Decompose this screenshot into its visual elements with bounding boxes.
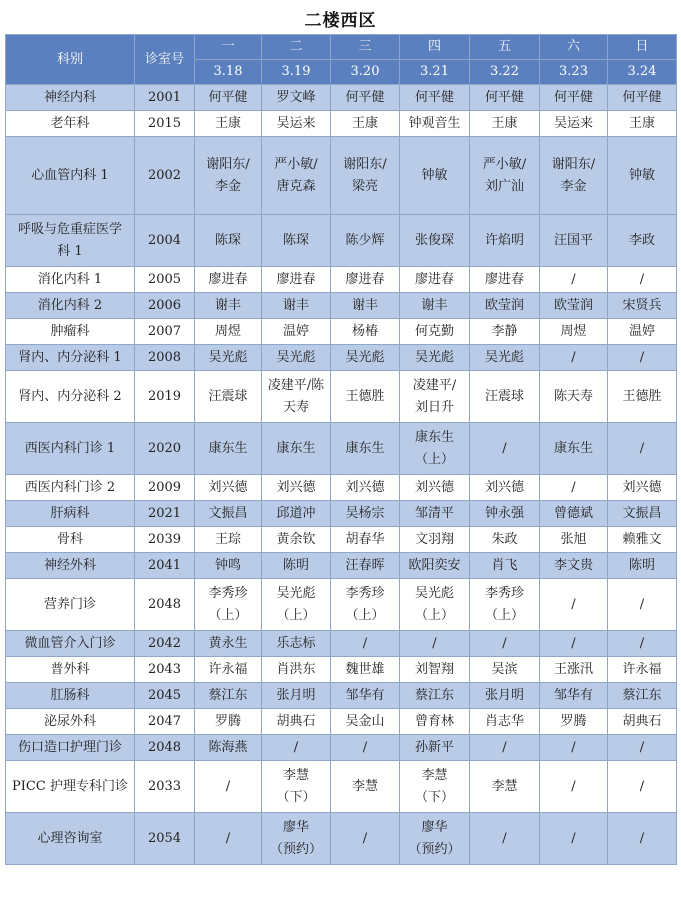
table-row (6, 111, 677, 137)
doctor-cell: 廖进春 (195, 267, 262, 293)
header-row-days (6, 35, 677, 60)
doctor-cell: 王康 (470, 111, 540, 137)
table-row (6, 137, 677, 215)
doctor-cell: 欧阳奕安 (400, 553, 470, 579)
doctor-cell: / (608, 345, 677, 371)
doctor-cell: 黄永生 (195, 631, 262, 657)
doctor-cell: 汪春晖 (331, 553, 400, 579)
table-row (6, 501, 677, 527)
doctor-cell: 谢阳东/ 李金 (195, 137, 262, 215)
doctor-cell: 周煜 (195, 319, 262, 345)
table-row (6, 85, 677, 111)
table-row (6, 709, 677, 735)
doctor-cell: / (540, 735, 608, 761)
room-cell: 2042 (135, 631, 195, 657)
doctor-cell: 李秀珍 （上） (195, 579, 262, 631)
header-dept: 科别 (6, 35, 135, 85)
dept-cell: 营养门诊 (6, 579, 135, 631)
doctor-cell: 刘兴德 (262, 475, 331, 501)
room-cell: 2047 (135, 709, 195, 735)
doctor-cell: 陈海燕 (195, 735, 262, 761)
doctor-cell: 何平健 (608, 85, 677, 111)
table-row (6, 761, 677, 813)
doctor-cell: 蔡江东 (195, 683, 262, 709)
doctor-cell: 李慧 （下） (262, 761, 331, 813)
dept-cell: 伤口造口护理门诊 (6, 735, 135, 761)
doctor-cell: 何平健 (540, 85, 608, 111)
doctor-cell: 陈琛 (262, 215, 331, 267)
dept-cell: 肾内、内分泌科 2 (6, 371, 135, 423)
doctor-cell: 曾德斌 (540, 501, 608, 527)
dept-cell: 肝病科 (6, 501, 135, 527)
dept-cell: 泌尿外科 (6, 709, 135, 735)
doctor-cell: 吴运来 (262, 111, 331, 137)
doctor-cell: 吴运来 (540, 111, 608, 137)
doctor-cell: 陈明 (608, 553, 677, 579)
doctor-cell: 文振昌 (195, 501, 262, 527)
table-row (6, 371, 677, 423)
doctor-cell: 肖洪东 (262, 657, 331, 683)
dept-cell: 神经外科 (6, 553, 135, 579)
header-day: 二 (262, 35, 331, 60)
doctor-cell: 何克勤 (400, 319, 470, 345)
doctor-cell: 王德胜 (608, 371, 677, 423)
doctor-cell: 陈琛 (195, 215, 262, 267)
dept-cell: 肛肠科 (6, 683, 135, 709)
doctor-cell: / (470, 423, 540, 475)
doctor-cell: 何平健 (470, 85, 540, 111)
doctor-cell: 康东生 (262, 423, 331, 475)
doctor-cell: / (540, 813, 608, 865)
doctor-cell: 许焰明 (470, 215, 540, 267)
doctor-cell: 孙新平 (400, 735, 470, 761)
schedule-body (6, 85, 677, 865)
doctor-cell: / (331, 631, 400, 657)
doctor-cell: 凌建平/陈 天寿 (262, 371, 331, 423)
doctor-cell: 许永福 (608, 657, 677, 683)
table-row (6, 423, 677, 475)
room-cell: 2001 (135, 85, 195, 111)
doctor-cell: 张月明 (262, 683, 331, 709)
header-date: 3.19 (262, 60, 331, 85)
table-row (6, 813, 677, 865)
doctor-cell: 钟鸣 (195, 553, 262, 579)
doctor-cell: 吴光彪 （上） (262, 579, 331, 631)
doctor-cell: / (608, 761, 677, 813)
header-day: 四 (400, 35, 470, 60)
doctor-cell: / (470, 735, 540, 761)
doctor-cell: 罗腾 (195, 709, 262, 735)
doctor-cell: / (470, 631, 540, 657)
doctor-cell: 邹清平 (400, 501, 470, 527)
doctor-cell: 邹华有 (331, 683, 400, 709)
doctor-cell: 李文贵 (540, 553, 608, 579)
doctor-cell: 陈少辉 (331, 215, 400, 267)
table-row (6, 475, 677, 501)
doctor-cell: 张旭 (540, 527, 608, 553)
doctor-cell: 朱政 (470, 527, 540, 553)
doctor-cell: / (195, 761, 262, 813)
doctor-cell: 李慧 （下） (400, 761, 470, 813)
doctor-cell: 汪震球 (195, 371, 262, 423)
doctor-cell: 胡典石 (608, 709, 677, 735)
table-row (6, 215, 677, 267)
doctor-cell: 文羽翔 (400, 527, 470, 553)
doctor-cell: 周煜 (540, 319, 608, 345)
doctor-cell: / (195, 813, 262, 865)
doctor-cell: 凌建平/ 刘日升 (400, 371, 470, 423)
doctor-cell: / (608, 631, 677, 657)
doctor-cell: 康东生 （上） (400, 423, 470, 475)
doctor-cell: 刘兴德 (195, 475, 262, 501)
doctor-cell: / (540, 345, 608, 371)
doctor-cell: 魏世雄 (331, 657, 400, 683)
doctor-cell: 谢丰 (262, 293, 331, 319)
doctor-cell: 吴杨宗 (331, 501, 400, 527)
doctor-cell: 李静 (470, 319, 540, 345)
dept-cell: 呼吸与危重症医学 科 1 (6, 215, 135, 267)
doctor-cell: 邱道冲 (262, 501, 331, 527)
doctor-cell: 乐志标 (262, 631, 331, 657)
doctor-cell: 何平健 (400, 85, 470, 111)
doctor-cell: 廖进春 (470, 267, 540, 293)
room-cell: 2002 (135, 137, 195, 215)
doctor-cell: / (608, 267, 677, 293)
doctor-cell: 陈天寿 (540, 371, 608, 423)
doctor-cell: / (540, 475, 608, 501)
doctor-cell: / (331, 813, 400, 865)
doctor-cell: 刘兴德 (331, 475, 400, 501)
dept-cell: 肿瘤科 (6, 319, 135, 345)
room-cell: 2008 (135, 345, 195, 371)
dept-cell: PICC 护理专科门诊 (6, 761, 135, 813)
table-row (6, 579, 677, 631)
header-date: 3.21 (400, 60, 470, 85)
doctor-cell: / (608, 813, 677, 865)
doctor-cell: 王康 (608, 111, 677, 137)
doctor-cell: 宋贤兵 (608, 293, 677, 319)
doctor-cell: 罗腾 (540, 709, 608, 735)
dept-cell: 肾内、内分泌科 1 (6, 345, 135, 371)
header-date: 3.18 (195, 60, 262, 85)
doctor-cell: 廖进春 (400, 267, 470, 293)
doctor-cell: / (540, 761, 608, 813)
table-row (6, 319, 677, 345)
doctor-cell: 陈明 (262, 553, 331, 579)
table-row (6, 345, 677, 371)
doctor-cell: 胡典石 (262, 709, 331, 735)
room-cell: 2039 (135, 527, 195, 553)
doctor-cell: 康东生 (331, 423, 400, 475)
doctor-cell: 李政 (608, 215, 677, 267)
doctor-cell: / (540, 579, 608, 631)
doctor-cell: / (540, 631, 608, 657)
doctor-cell: 李秀珍 （上） (331, 579, 400, 631)
doctor-cell: 钟敏 (608, 137, 677, 215)
room-cell: 2007 (135, 319, 195, 345)
doctor-cell: 钟永强 (470, 501, 540, 527)
doctor-cell: 欧莹润 (540, 293, 608, 319)
doctor-cell: 肖飞 (470, 553, 540, 579)
header-day: 五 (470, 35, 540, 60)
doctor-cell: 张月明 (470, 683, 540, 709)
dept-cell: 神经内科 (6, 85, 135, 111)
doctor-cell: 廖进春 (262, 267, 331, 293)
room-cell: 2009 (135, 475, 195, 501)
dept-cell: 西医内科门诊 2 (6, 475, 135, 501)
header-day: 六 (540, 35, 608, 60)
doctor-cell: 谢阳东/ 李金 (540, 137, 608, 215)
doctor-cell: 廖华 （预约） (400, 813, 470, 865)
doctor-cell: 邹华有 (540, 683, 608, 709)
table-row (6, 683, 677, 709)
room-cell: 2020 (135, 423, 195, 475)
dept-cell: 消化内科 2 (6, 293, 135, 319)
doctor-cell: 廖进春 (331, 267, 400, 293)
doctor-cell: 钟观音生 (400, 111, 470, 137)
room-cell: 2021 (135, 501, 195, 527)
doctor-cell: 张俊琛 (400, 215, 470, 267)
table-row (6, 267, 677, 293)
doctor-cell: 吴光彪 （上） (400, 579, 470, 631)
doctor-cell: 康东生 (540, 423, 608, 475)
dept-cell: 心血管内科 1 (6, 137, 135, 215)
table-row (6, 735, 677, 761)
room-cell: 2043 (135, 657, 195, 683)
doctor-cell: 王康 (331, 111, 400, 137)
doctor-cell: 文振昌 (608, 501, 677, 527)
doctor-cell: / (262, 735, 331, 761)
doctor-cell: 吴光彪 (262, 345, 331, 371)
room-cell: 2015 (135, 111, 195, 137)
doctor-cell: 王康 (195, 111, 262, 137)
doctor-cell: / (608, 735, 677, 761)
page-title: 二楼西区 (304, 11, 377, 31)
room-cell: 2045 (135, 683, 195, 709)
doctor-cell: 何平健 (331, 85, 400, 111)
doctor-cell: 李慧 (470, 761, 540, 813)
doctor-cell: 吴光彪 (400, 345, 470, 371)
header-day: 一 (195, 35, 262, 60)
room-cell: 2054 (135, 813, 195, 865)
header-date: 3.22 (470, 60, 540, 85)
header-date: 3.23 (540, 60, 608, 85)
header-date: 3.24 (608, 60, 677, 85)
doctor-cell: 许永福 (195, 657, 262, 683)
room-cell: 2006 (135, 293, 195, 319)
header-day: 日 (608, 35, 677, 60)
doctor-cell: / (608, 579, 677, 631)
doctor-cell: 吴光彪 (195, 345, 262, 371)
doctor-cell: 谢丰 (400, 293, 470, 319)
doctor-cell: / (331, 735, 400, 761)
dept-cell: 微血管介入门诊 (6, 631, 135, 657)
room-cell: 2019 (135, 371, 195, 423)
room-cell: 2048 (135, 735, 195, 761)
doctor-cell: 温婷 (608, 319, 677, 345)
doctor-cell: 蔡江东 (608, 683, 677, 709)
table-row (6, 631, 677, 657)
dept-cell: 老年科 (6, 111, 135, 137)
doctor-cell: 刘兴德 (400, 475, 470, 501)
room-cell: 2005 (135, 267, 195, 293)
doctor-cell: 严小敏/ 唐克森 (262, 137, 331, 215)
room-cell: 2033 (135, 761, 195, 813)
dept-cell: 普外科 (6, 657, 135, 683)
doctor-cell: 汪国平 (540, 215, 608, 267)
doctor-cell: 康东生 (195, 423, 262, 475)
doctor-cell: 王德胜 (331, 371, 400, 423)
doctor-cell: 罗文峰 (262, 85, 331, 111)
doctor-cell: / (470, 813, 540, 865)
doctor-cell: 王涨汛 (540, 657, 608, 683)
doctor-cell: 曾育林 (400, 709, 470, 735)
schedule-table (5, 34, 677, 865)
doctor-cell: 刘兴德 (470, 475, 540, 501)
dept-cell: 消化内科 1 (6, 267, 135, 293)
doctor-cell: / (540, 267, 608, 293)
doctor-cell: 刘兴德 (608, 475, 677, 501)
doctor-cell: 汪震球 (470, 371, 540, 423)
dept-cell: 骨科 (6, 527, 135, 553)
room-cell: 2041 (135, 553, 195, 579)
doctor-cell: 谢阳东/ 梁亮 (331, 137, 400, 215)
room-cell: 2048 (135, 579, 195, 631)
doctor-cell: 赖雅文 (608, 527, 677, 553)
doctor-cell: 温婷 (262, 319, 331, 345)
table-row (6, 657, 677, 683)
header-date: 3.20 (331, 60, 400, 85)
header-room: 诊室号 (135, 35, 195, 85)
doctor-cell: 欧莹润 (470, 293, 540, 319)
doctor-cell: / (608, 423, 677, 475)
doctor-cell: / (400, 631, 470, 657)
doctor-cell: 李秀珍 （上） (470, 579, 540, 631)
table-row (6, 293, 677, 319)
doctor-cell: 吴金山 (331, 709, 400, 735)
dept-cell: 西医内科门诊 1 (6, 423, 135, 475)
doctor-cell: 蔡江东 (400, 683, 470, 709)
doctor-cell: 何平健 (195, 85, 262, 111)
doctor-cell: 李慧 (331, 761, 400, 813)
doctor-cell: 吴光彪 (331, 345, 400, 371)
doctor-cell: 王琮 (195, 527, 262, 553)
table-row (6, 553, 677, 579)
doctor-cell: 廖华 （预约） (262, 813, 331, 865)
doctor-cell: 谢丰 (195, 293, 262, 319)
doctor-cell: 黄余钦 (262, 527, 331, 553)
doctor-cell: 肖志华 (470, 709, 540, 735)
dept-cell: 心理咨询室 (6, 813, 135, 865)
header-day: 三 (331, 35, 400, 60)
doctor-cell: 谢丰 (331, 293, 400, 319)
room-cell: 2004 (135, 215, 195, 267)
doctor-cell: 吴光彪 (470, 345, 540, 371)
doctor-cell: 杨椿 (331, 319, 400, 345)
doctor-cell: 吴滨 (470, 657, 540, 683)
doctor-cell: 刘智翔 (400, 657, 470, 683)
doctor-cell: 钟敏 (400, 137, 470, 215)
doctor-cell: 严小敏/ 刘广汕 (470, 137, 540, 215)
doctor-cell: 胡春华 (331, 527, 400, 553)
table-row (6, 527, 677, 553)
